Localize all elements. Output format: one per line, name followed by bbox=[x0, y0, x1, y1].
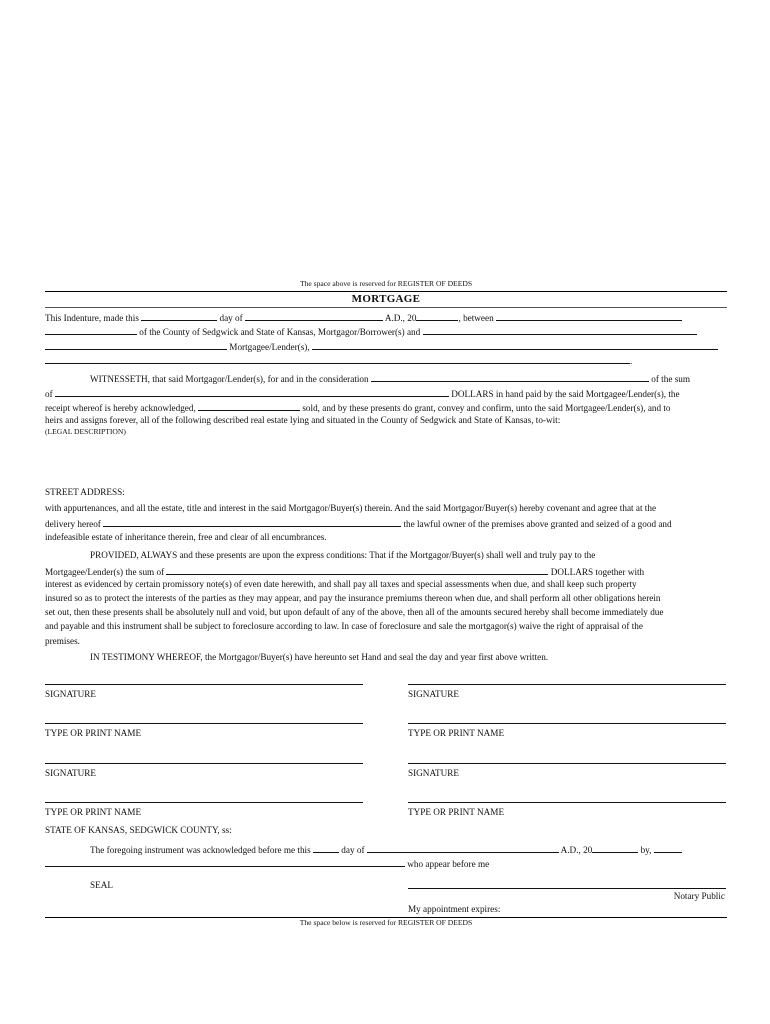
notary-state-line: STATE OF KANSAS, SEDGWICK COUNTY, ss: bbox=[45, 825, 232, 835]
mortgagor-name-field[interactable] bbox=[496, 311, 682, 321]
provided-line-3: interest as evidenced by certain promissory note(s) of even date herewith, and shall pay all taxes and special assessments when due, and shall keep such property bbox=[45, 579, 637, 589]
print-name-label: TYPE OR PRINT NAME bbox=[408, 728, 505, 738]
witness-line-3: receipt whereof is hereby acknowledged, sold, and by these presents do grant, convey and confirm, unto the said Mortgagee/Lender(s), and to bbox=[45, 403, 671, 413]
notary-month-field[interactable] bbox=[367, 843, 559, 853]
print-name-block-left-1[interactable] bbox=[45, 723, 363, 739]
print-name-label: TYPE OR PRINT NAME bbox=[45, 728, 142, 738]
address-continuation-field[interactable] bbox=[45, 354, 630, 364]
month-field[interactable] bbox=[245, 311, 383, 321]
mortgage-document bbox=[45, 0, 727, 1024]
day-field[interactable] bbox=[141, 311, 217, 321]
sum-amount-field[interactable] bbox=[55, 387, 449, 397]
signature-label: SIGNATURE bbox=[45, 768, 97, 778]
notary-line-1: The foregoing instrument was acknowledged before me this day of A.D., 20 by, bbox=[45, 843, 770, 856]
consideration-field[interactable] bbox=[371, 372, 649, 382]
sold-field[interactable] bbox=[198, 401, 300, 411]
document-title: MORTGAGE bbox=[351, 293, 421, 305]
appointment-expires-label: My appointment expires: bbox=[408, 904, 501, 914]
street-address-label: STREET ADDRESS: bbox=[45, 487, 125, 497]
signature-block-right-2[interactable] bbox=[408, 763, 726, 779]
witness-line-4: heirs and assigns forever, all of the following described real estate lying and situated in the County of Sedgwick and State of Kansas, to-wit: bbox=[45, 415, 561, 425]
mortgagee-name-field-2[interactable] bbox=[45, 340, 227, 350]
street-line-2: delivery hereof the lawful owner of the premises above granted and seized of a good and bbox=[45, 519, 672, 529]
delivery-field[interactable] bbox=[103, 517, 401, 527]
provided-line-2: Mortgagee/Lender(s) the sum of DOLLARS together with bbox=[45, 567, 645, 577]
signature-label: SIGNATURE bbox=[45, 689, 97, 699]
notary-by-field[interactable] bbox=[654, 843, 682, 853]
signature-block-right-1[interactable] bbox=[408, 684, 726, 700]
witness-line-1: WITNESSETH, that said Mortgagor/Lender(s), for and in the consideration of the sum bbox=[90, 374, 691, 384]
provided-line-1: PROVIDED, ALWAYS and these presents are upon the express conditions: That if the Mortgagor/Buyer(s) shall well and truly pay to the bbox=[90, 550, 596, 560]
reserved-below-note: The space below is reserved for REGISTER OF DEEDS bbox=[299, 918, 473, 927]
reserved-above-note: The space above is reserved for REGISTER OF DEEDS bbox=[299, 279, 473, 288]
signature-label: SIGNATURE bbox=[408, 768, 460, 778]
indenture-line-3: Mortgagee/Lender(s), bbox=[45, 340, 727, 353]
indenture-line-4: . bbox=[45, 354, 727, 367]
legal-description-label: (LEGAL DESCRIPTION) bbox=[45, 427, 126, 436]
mortgagor-name-field-2[interactable] bbox=[45, 325, 137, 335]
provided-line-5: set out, then these presents shall be absolutely null and void, but upon default of any of the above, then all of the amounts secured hereby shall become immediately due bbox=[45, 607, 664, 617]
print-name-label: TYPE OR PRINT NAME bbox=[45, 807, 142, 817]
print-name-block-right-1[interactable] bbox=[408, 723, 726, 739]
signature-block-left-2[interactable] bbox=[45, 763, 363, 779]
provided-line-7: premises. bbox=[45, 636, 80, 646]
print-name-label: TYPE OR PRINT NAME bbox=[408, 807, 505, 817]
witness-line-2: of DOLLARS in hand paid by the said Mortgagee/Lender(s), the bbox=[45, 389, 680, 399]
provided-line-4: insured so as to protect the interests of the parties as they may appear, and pay the insurance premiums thereon when due, and shall perform all other obligations herein bbox=[45, 593, 661, 603]
appearing-parties-field[interactable] bbox=[45, 857, 405, 867]
notary-signature-line[interactable] bbox=[408, 888, 726, 889]
seal-label: SEAL bbox=[90, 880, 113, 890]
signature-block-left-1[interactable] bbox=[45, 684, 363, 700]
notary-year-field[interactable] bbox=[592, 843, 638, 853]
year-field[interactable] bbox=[416, 311, 458, 321]
mortgagee-address-field[interactable] bbox=[312, 340, 718, 350]
indenture-line-1: This Indenture, made this day of A.D., 20 , between bbox=[45, 311, 727, 324]
provided-line-6: and payable and this instrument shall be subject to foreclosure according to law. In case of foreclosure and sale the mortgagor(s) waive the right of appraisal of the bbox=[45, 621, 643, 631]
header-rule bbox=[45, 291, 727, 292]
loan-amount-field[interactable] bbox=[166, 565, 548, 575]
title-rule bbox=[45, 307, 727, 308]
mortgagee-name-field[interactable] bbox=[423, 325, 697, 335]
testimony-line: IN TESTIMONY WHEREOF, the Mortgagor/Buyer(s) have hereunto set Hand and seal the day and year first above written. bbox=[90, 652, 549, 662]
print-name-block-right-2[interactable] bbox=[408, 802, 726, 818]
street-line-3: indefeasible estate of inheritance therein, free and clear of all encumbrances. bbox=[45, 532, 327, 542]
street-line-1: with appurtenances, and all the estate, title and interest in the said Mortgagor/Buyer(s) therein. And the said Mortgagor/Buyer(s) hereby covenant and agree that at the bbox=[45, 503, 657, 513]
print-name-block-left-2[interactable] bbox=[45, 802, 363, 818]
signature-label: SIGNATURE bbox=[408, 689, 460, 699]
indenture-line-2: of the County of Sedgwick and State of Kansas, Mortgagor/Borrower(s) and bbox=[45, 325, 727, 338]
notary-line-2: who appear before me bbox=[45, 857, 727, 870]
notary-day-field[interactable] bbox=[313, 843, 339, 853]
notary-public-label: Notary Public bbox=[673, 891, 725, 901]
